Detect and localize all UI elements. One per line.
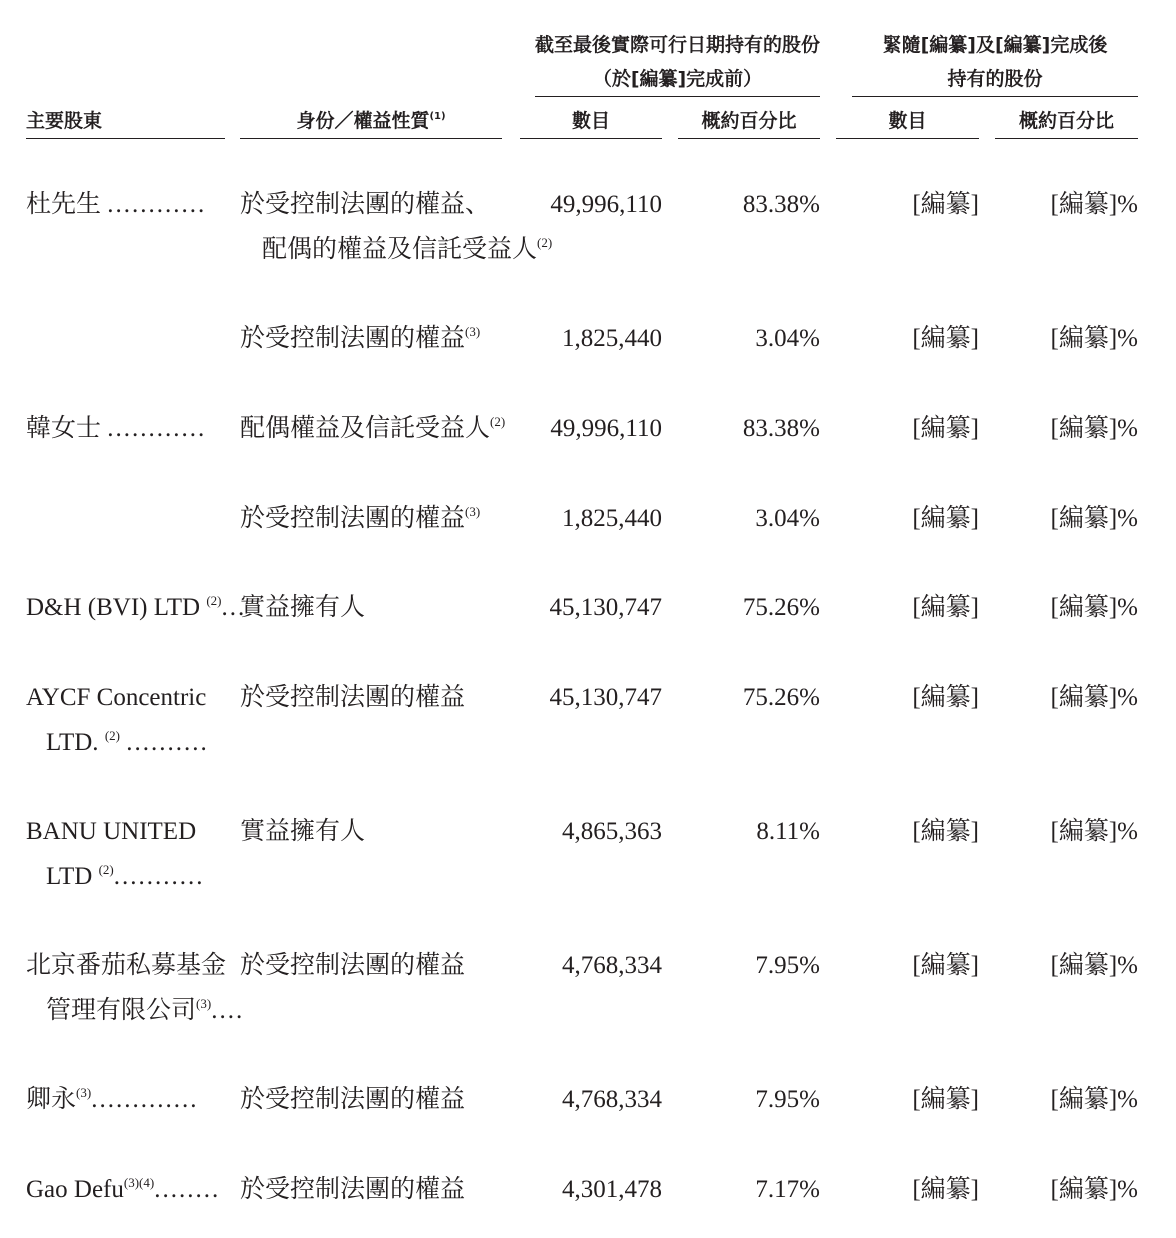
share-number-after: [編纂] [912, 1176, 979, 1203]
share-percent: 8.11% [756, 818, 820, 845]
group-after-header-line1: 緊隨[編纂]及[編纂]完成後 [882, 34, 1108, 56]
col-rule-capacity [240, 138, 502, 139]
capacity: 配偶權益及信託受益人$^{(2)}$ [240, 414, 506, 442]
share-percent: 3.04% [755, 505, 820, 532]
share-number: 4,301,478 [562, 1176, 662, 1203]
col-header-percent: 概約百分比 [701, 110, 797, 132]
share-percent-after: [編纂]% [1050, 325, 1138, 352]
col-header-number: 數目 [571, 110, 610, 132]
capacity: 於受控制法團的權益$^{(3)}$ [240, 504, 481, 532]
share-number: 1,825,440 [562, 505, 662, 532]
shareholder-name-cont: LTD. $^{(2)}$ .......... [46, 728, 209, 756]
share-number-after: [編纂] [912, 594, 979, 621]
share-number-after: [編纂] [912, 415, 979, 442]
col-header-number-after: 數目 [888, 110, 927, 132]
capacity: 實益擁有人 [240, 818, 366, 845]
capacity: 於受控制法團的權益 [240, 684, 466, 711]
share-number-after: [編纂] [912, 952, 979, 979]
shareholder-name: 北京番茄私募基金 [26, 952, 227, 979]
share-number: 45,130,747 [549, 684, 662, 711]
share-number: 4,768,334 [562, 952, 662, 979]
shareholder-name: 韓女士 ............ [26, 415, 207, 442]
share-number: 49,996,110 [550, 191, 662, 218]
share-percent-after: [編纂]% [1050, 191, 1138, 218]
share-percent-after: [編纂]% [1050, 415, 1138, 442]
col-header-capacity: 身份／權益性質$^{(1)}$ [296, 110, 446, 132]
share-percent: 7.17% [755, 1176, 820, 1203]
group-before-header-line1: 截至最後實際可行日期持有的股份 [535, 34, 821, 56]
col-rule-percent-after [995, 138, 1138, 139]
col-rule-number [520, 138, 662, 139]
shareholder-name: D&H (BVI) LTD $^{(2)}$... [26, 593, 247, 621]
share-percent-after: [編纂]% [1050, 818, 1138, 845]
shareholder-name: 杜先生 ............ [26, 191, 207, 218]
share-percent: 83.38% [742, 191, 820, 218]
share-percent-after: [編纂]% [1050, 952, 1138, 979]
share-number-after: [編纂] [912, 325, 979, 352]
share-number-after: [編纂] [912, 684, 979, 711]
col-rule-number-after [836, 138, 979, 139]
share-percent-after: [編纂]% [1050, 505, 1138, 532]
col-header-percent-after: 概約百分比 [1018, 110, 1114, 132]
shareholder-name: Gao Defu$^{(3)(4)}$........ [26, 1175, 221, 1203]
share-percent: 7.95% [755, 1086, 820, 1113]
shareholder-name: AYCF Concentric [26, 684, 207, 711]
share-percent-after: [編纂]% [1050, 594, 1138, 621]
share-percent: 3.04% [755, 325, 820, 352]
share-percent-after: [編纂]% [1050, 684, 1138, 711]
capacity: 於受控制法團的權益 [240, 1176, 466, 1203]
shareholder-name: 卿永$^{(3)}$............. [26, 1085, 199, 1113]
shareholder-name-cont: LTD $^{(2)}$........... [46, 862, 205, 890]
share-number: 4,768,334 [562, 1086, 662, 1113]
share-number-after: [編纂] [912, 818, 979, 845]
share-percent: 83.38% [742, 415, 820, 442]
col-rule-shareholder [26, 138, 225, 139]
share-percent: 7.95% [755, 952, 820, 979]
share-number: 1,825,440 [562, 325, 662, 352]
shareholder-name: BANU UNITED [26, 818, 197, 845]
group-after-header-line2: 持有的股份 [947, 68, 1043, 90]
group-before-rule [535, 96, 820, 97]
share-number-after: [編纂] [912, 1086, 979, 1113]
shareholder-name-cont: 管理有限公司$^{(3)}$.... [46, 996, 245, 1024]
capacity-cont: 配偶的權益及信託受益人$^{(2)}$ [262, 235, 553, 263]
share-number: 45,130,747 [549, 594, 662, 621]
share-percent-after: [編纂]% [1050, 1086, 1138, 1113]
share-number: 4,865,363 [562, 818, 662, 845]
share-percent-after: [編纂]% [1050, 1176, 1138, 1203]
col-rule-percent [678, 138, 820, 139]
share-number-after: [編纂] [912, 191, 979, 218]
capacity: 於受控制法團的權益 [240, 952, 466, 979]
share-percent: 75.26% [742, 684, 820, 711]
capacity: 於受控制法團的權益 [240, 1086, 466, 1113]
share-percent: 75.26% [742, 594, 820, 621]
col-header-shareholder: 主要股東 [26, 110, 103, 132]
capacity: 於受控制法團的權益、 [240, 191, 491, 218]
group-after-rule [852, 96, 1138, 97]
capacity: 於受控制法團的權益$^{(3)}$ [240, 324, 481, 352]
share-number-after: [編纂] [912, 505, 979, 532]
share-number: 49,996,110 [550, 415, 662, 442]
group-before-header-line2: （於[編纂]完成前） [592, 68, 763, 90]
capacity: 實益擁有人 [240, 594, 366, 621]
